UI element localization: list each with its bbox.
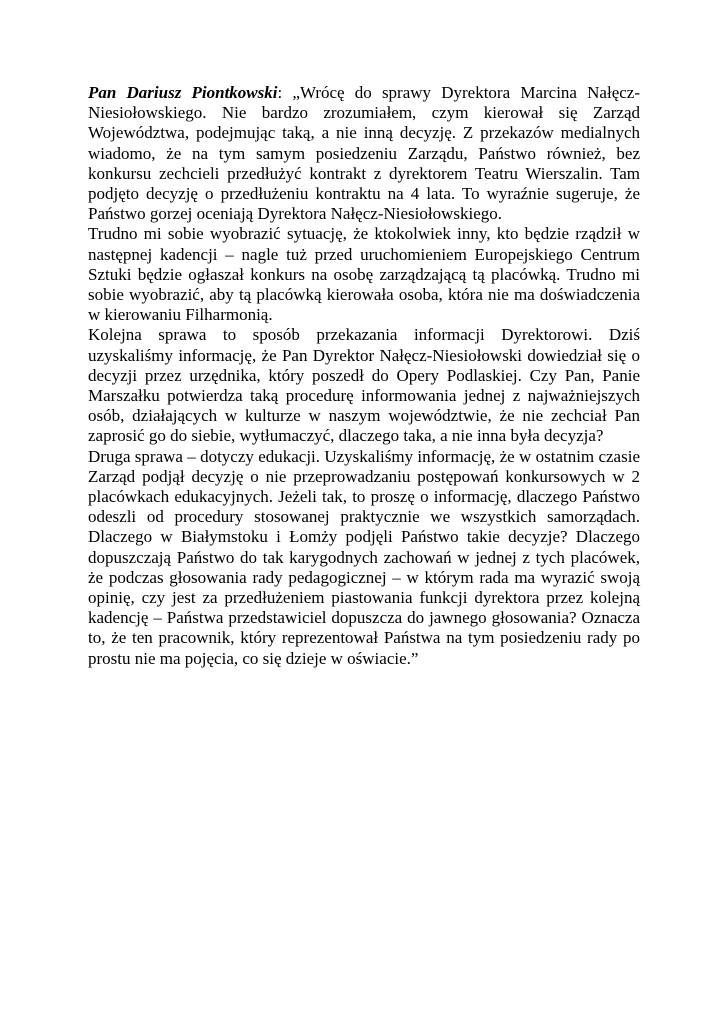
paragraph-2: Trudno mi sobie wyobrazić sytuację, że ktokolwiek inny, kto będzie rządził w następnej kadencji – nagle tuż przed uruchomieniem Europejskiego Centrum Sztuki będzie ogłaszał konkurs na osobę zarządzającą tą placówką. Trudno mi sobie wyobrazić, aby tą placówką kierowała osoba, która nie ma doświadczenia w kierowaniu Filharmonią. [88,224,640,325]
speaker-name: Pan Dariusz Piontkowski [88,83,278,102]
paragraph-3: Kolejna sprawa to sposób przekazania informacji Dyrektorowi. Dziś uzyskaliśmy informację, że Pan Dyrektor Nałęcz-Niesiołowski dowiedział się o decyzji przez urzędnika, który poszedł do Opery Podlaskiej. Czy Pan, Panie Marszałku potwierdza taką procedurę informowania jednej z najważniejszych osób, działających w kulturze w naszym województwie, że nie zechciał Pan zaprosić go do siebie, wytłumaczyć, dlaczego taka, a nie inna była decyzja? [88,325,640,446]
speaker-separator: : [277,83,293,102]
paragraph-1 [88,83,640,224]
paragraph-4: Druga sprawa – dotyczy edukacji. Uzyskaliśmy informację, że w ostatnim czasie Zarząd podjął decyzję o nie przeprowadzaniu postępowań konkursowych w 2 placówkach edukacyjnych. Jeżeli tak, to proszę o informację, dlaczego Państwo odeszli od procedury stosowanej praktycznie we wszystkich samorządach. Dlaczego w Białymstoku i Łomży podjęli Państwo takie decyzje? Dlaczego dopuszczają Państwo do tak karygodnych zachowań w jednej z tych placówek, że podczas głosowania rady pedagogicznej – w którym rada ma wyrazić swoją opinię, czy jest za przedłużeniem piastowania funkcji dyrektora przez kolejną kadencję – Państwa przedstawiciel dopuszcza do jawnego głosowania? Oznacza to, że ten pracownik, który reprezentował Państwa na tym posiedzeniu rady po prostu nie ma pojęcia, co się dzieje w oświacie.” [88,446,640,668]
paragraph-1-text: „Wrócę do sprawy Dyrektora Marcina Nałęcz-Niesiołowskiego. Nie bardzo zrozumiałem, czym kierował się Zarząd Województwa, podejmując taką, a nie inną decyzję. Z przekazów medialnych wiadomo, że na tym samym posiedzeniu Zarządu, Państwo również, bez konkursu zechcieli przedłużyć kontrakt z dyrektorem Teatru Wierszalin. Tam podjęto decyzję o przedłużeniu kontraktu na 4 lata. To wyraźnie sugeruje, że Państwo gorzej oceniają Dyrektora Nałęcz-Niesiołowskiego. [88,83,640,224]
document-page [88,83,640,669]
